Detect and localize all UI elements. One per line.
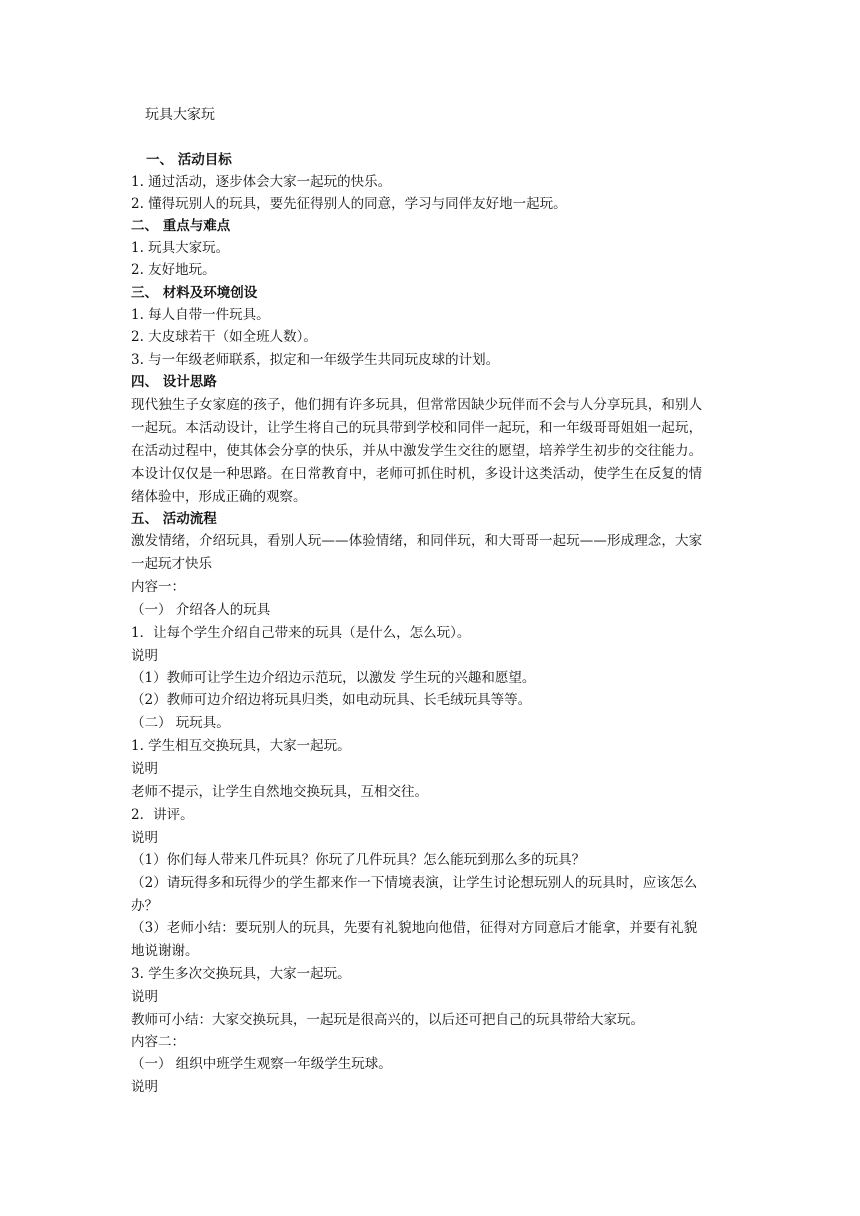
paragraph-line: 激发情绪，介绍玩具，看别人玩——体验情绪，和同伴玩，和大哥哥一起玩——形成理念，大家 [131,533,703,549]
paragraph-line: 2．讲评。 [131,807,194,823]
paragraph-line: 老师不提示，让学生自然地交换玩具，互相交往。 [131,784,428,800]
paragraph-line: 教师可小结：大家交换玩具，一起玩是很高兴的，以后还可把自己的玩具带给大家玩。 [131,1012,644,1028]
paragraph-line: 内容一： [131,579,185,595]
section-heading: 四、 设计思路 [131,374,217,390]
paragraph-line: 一起玩。本活动设计，让学生将自己的玩具带到学校和同伴一起玩，和一年级哥哥姐姐一起玩， [131,420,703,436]
paragraph-line: （一） 介绍各人的玩具 [131,602,271,618]
paragraph-line: 地说谢谢。 [131,943,199,959]
paragraph-line: （1）你们每人带来几件玩具？你玩了几件玩具？怎么能玩到那么多的玩具？ [131,852,586,868]
section-heading: 五、 活动流程 [131,511,217,527]
section-heading: 二、 重点与难点 [131,218,231,234]
paragraph-line: 说明 [131,830,158,846]
paragraph-line: 说明 [131,989,158,1005]
paragraph-line: （一） 组织中班学生观察一年级学生玩球。 [131,1056,392,1072]
paragraph-line: （二） 玩玩具。 [131,715,230,731]
paragraph-line: 说明 [131,761,158,777]
paragraph-line: 内容二： [131,1034,185,1050]
paragraph-line: 1. 学生相互交换玩具，大家一起玩。 [131,738,351,754]
doc-title: 玩具大家玩 [145,107,215,123]
paragraph-line: 3. 学生多次交换玩具，大家一起玩。 [131,966,351,982]
list-item: 1. 玩具大家玩。 [131,240,230,256]
paragraph-line: 说明 [131,1079,158,1095]
paragraph-line: （1）教师可让学生边介绍边示范玩，以激发 学生玩的兴趣和愿望。 [131,670,536,686]
paragraph-line: （3）老师小结：要玩别人的玩具，先要有礼貌地向他借，征得对方同意后才能拿，并要有礼貌 [131,920,698,936]
paragraph-line: 说明 [131,648,158,664]
paragraph-line: 办？ [131,898,158,914]
paragraph-line: 绪体验中，形成正确的观察。 [131,489,307,505]
section-heading: 三、 材料及环境创设 [131,285,258,301]
paragraph-line: 1．让每个学生介绍自己带来的玩具（是什么，怎么玩）。 [131,625,471,641]
list-item: 2. 大皮球若干（如全班人数）。 [131,329,317,345]
paragraph-line: 本设计仅仅是一种思路。在日常教育中，老师可抓住时机，多设计这类活动，使学生在反复的情 [131,466,703,482]
list-item: 2. 懂得玩别人的玩具，要先征得别人的同意，学习与同伴友好地一起玩。 [131,196,567,212]
section-heading: 一、 活动目标 [146,152,232,168]
paragraph-line: （2）教师可边介绍边将玩具归类，如电动玩具、长毛绒玩具等等。 [131,692,532,708]
paragraph-line: 在活动过程中，使其体会分享的快乐，并从中激发学生交往的愿望，培养学生初步的交往能力。 [131,443,703,459]
paragraph-line: 现代独生子女家庭的孩子，他们拥有许多玩具，但常常因缺少玩伴而不会与人分享玩具，和别人 [131,397,703,413]
list-item: 1. 通过活动，逐步体会大家一起玩的快乐。 [131,174,392,190]
paragraph-line: （2）请玩得多和玩得少的学生都来作一下情境表演，让学生讨论想玩别人的玩具时，应该怎么 [131,875,698,891]
list-item: 1. 每人自带一件玩具。 [131,307,270,323]
paragraph-line: 一起玩才快乐 [131,556,212,572]
list-item: 3. 与一年级老师联系，拟定和一年级学生共同玩皮球的计划。 [131,352,500,368]
list-item: 2. 友好地玩。 [131,262,216,278]
